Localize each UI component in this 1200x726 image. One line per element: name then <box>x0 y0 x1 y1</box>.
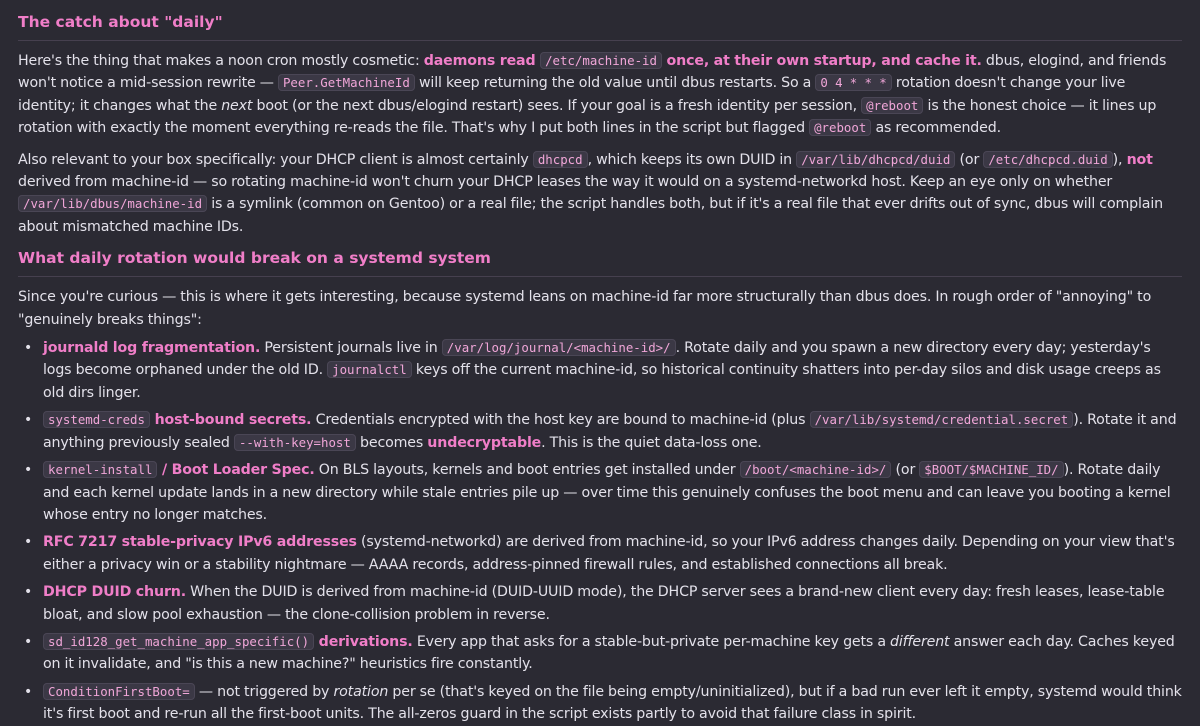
breakage-list <box>18 337 1182 726</box>
text-run: ), <box>1112 151 1127 168</box>
list-item-text <box>43 534 1175 572</box>
inline-code: /var/lib/dhcpcd/duid <box>796 151 955 168</box>
text-run: On BLS layouts, kernels and boot entries get installed under <box>314 462 740 479</box>
text-run: (or <box>955 151 984 168</box>
text-run: boot (or the next dbus/elogind restart) sees. If your goal is a fresh identity per session, <box>252 97 862 114</box>
text-run: ). Rotate it and anything previously sealed <box>43 412 1177 451</box>
text-run: Credentials encrypted with the host key are bound to machine-id (plus <box>311 412 810 429</box>
text-run: Here's the thing that makes a noon cron mostly cosmetic: <box>18 53 424 69</box>
paragraph-dhcpcd-duid <box>18 149 1182 239</box>
list-item-app-specific-id <box>18 631 1182 676</box>
highlighted-text: daemons read <box>423 53 541 69</box>
highlighted-text: DHCP DUID churn. <box>43 584 186 601</box>
list-item-text <box>43 340 1161 401</box>
inline-code: /var/log/journal/<machine-id>/ <box>442 339 676 356</box>
text-run: dbus, elogind, and friends won't notice a mid-session rewrite — <box>18 53 1167 92</box>
inline-code: /etc/dhcpcd.duid <box>983 151 1112 168</box>
list-item-condition-first-boot <box>18 681 1182 726</box>
text-run: answer each day. Caches keyed on it invalidate, and "is this a new machine?" heuristics fire constantly. <box>43 633 1175 673</box>
text-run: . Rotate daily and you spawn a new directory every day; yesterday's logs become orphaned under the old ID. <box>43 340 1151 379</box>
text-run: as recommended. <box>871 120 1001 137</box>
list-item-systemd-creds <box>18 409 1182 454</box>
section-heading-daily-catch: The catch about "daily" <box>18 11 1182 41</box>
section-heading-systemd-breakage: What daily rotation would break on a systemd system <box>18 247 1182 277</box>
text-run: , which keeps its own DUID in <box>587 151 797 168</box>
inline-code: --with-key=host <box>234 434 356 451</box>
text-run: Persistent journals live in <box>260 340 442 357</box>
list-item-dhcp-duid <box>18 581 1182 626</box>
text-run: is a symlink (common on Gentoo) or a real file; the script handles both, but if it's a real file that ever drifts out of sync, dbus will complain about mismatched machine IDs. <box>18 196 1163 235</box>
text-run: ). Rotate daily and each kernel update lands in a new directory while stale entries pile up — over time this genuinely confuses the boot menu and can leave you booting a kernel whose entry no longer matches. <box>43 462 1171 523</box>
bullet-icon: • <box>24 683 33 700</box>
text-run: (systemd-networkd) are derived from machine-id, so your IPv6 address changes daily. Depending on your view that's either a privacy win or a stability nightmare — AAAA records, address-pinned firewall rules, and established connections all break. <box>43 534 1175 573</box>
text-run: When the DUID is derived from machine-id (DUID-UUID mode), the DHCP server sees a brand-new client every day: fresh leases, lease-table bloat, and slow pool exhaustion — the clone-collision problem in reverse. <box>43 584 1165 623</box>
list-item-journald <box>18 337 1182 404</box>
text-run: — not triggered by <box>194 683 334 700</box>
inline-code: sd_id128_get_machine_app_specific() <box>43 633 314 650</box>
inline-code: ConditionFirstBoot= <box>43 683 195 700</box>
text-run: . This is the quiet data-loss one. <box>541 434 762 451</box>
paragraph-daemon-caching <box>18 50 1182 140</box>
bullet-icon: • <box>24 412 33 429</box>
bullet-icon: • <box>24 584 33 601</box>
inline-code: /var/lib/systemd/credential.secret <box>810 411 1074 428</box>
bullet-icon: • <box>24 462 33 479</box>
highlighted-text: derivations. <box>314 633 413 650</box>
inline-code: /etc/machine-id <box>540 52 662 69</box>
list-item-text <box>43 634 1175 672</box>
text-run: derived from machine-id — so rotating machine-id won't churn your DHCP leases the way it would on a systemd-networkd host. Keep an eye only on whether <box>18 174 1113 191</box>
inline-code: $BOOT/$MACHINE_ID/ <box>919 461 1063 478</box>
text-run: rotation doesn't change your live identity; it changes what the <box>18 75 1126 114</box>
inline-code: @reboot <box>809 119 871 136</box>
list-item-text <box>43 584 1164 622</box>
highlighted-text: once, at their own startup, and cache it. <box>661 53 982 69</box>
list-item-text <box>43 684 1182 722</box>
text-run: keys off the current machine-id, so historical continuity shatters into per-day silos and disk usage creeps as old dirs linger. <box>43 362 1161 401</box>
text-run: Also relevant to your box specifically: your DHCP client is almost certainly <box>18 151 533 168</box>
highlighted-text: / Boot Loader Spec. <box>157 462 315 479</box>
emphasized-text: rotation <box>333 683 389 700</box>
inline-code: dhcpcd <box>533 151 588 168</box>
bullet-icon: • <box>24 340 33 357</box>
list-item-text <box>43 462 1171 523</box>
text-run: will keep returning the old value until dbus restarts. So a <box>414 75 816 92</box>
emphasized-text: different <box>890 633 950 650</box>
text-run: (or <box>891 462 920 479</box>
text-run: Since you're curious — this is where it gets interesting, because systemd leans on machine-id far more structurally than dbus does. In rough order of "annoying" to "genuinely breaks things": <box>18 289 1152 328</box>
inline-code: systemd-creds <box>43 411 150 428</box>
bullet-icon: • <box>24 633 33 650</box>
paragraph-systemd-intro <box>18 286 1182 331</box>
highlighted-text: host-bound secrets. <box>149 412 312 429</box>
text-run: Every app that asks for a stable-but-private per-machine key gets a <box>412 633 891 650</box>
highlighted-text: undecryptable <box>427 434 542 451</box>
inline-code: /var/lib/dbus/machine-id <box>18 195 207 212</box>
inline-code: 0 4 * * * <box>815 74 891 91</box>
inline-code: Peer.GetMachineId <box>278 74 415 91</box>
inline-code: @reboot <box>861 97 923 114</box>
inline-code: kernel-install <box>43 461 157 478</box>
bullet-icon: • <box>24 534 33 551</box>
inline-code: /boot/<machine-id>/ <box>740 461 892 478</box>
text-run: per se (that's keyed on the file being empty/uninitialized), but if a bad run ever left it empty, systemd would think it's first boot and re-run all the first-boot units. The all-zeros guard in the script exists partly to avoid that failure class in spirit. <box>43 683 1182 723</box>
list-item-kernel-install <box>18 459 1182 526</box>
inline-code: journalctl <box>327 361 412 378</box>
list-item-text <box>43 412 1176 450</box>
list-item-ipv6-privacy <box>18 531 1182 576</box>
highlighted-text: journald log fragmentation. <box>43 340 261 357</box>
text-run: becomes <box>355 434 428 451</box>
highlighted-text: RFC 7217 stable-privacy IPv6 addresses <box>43 534 357 551</box>
emphasized-text: next <box>221 97 253 114</box>
text-run: is the honest choice — it lines up rotation with exactly the moment everything re-reads the file. That's why I put both lines in the script but flagged <box>18 97 1157 137</box>
highlighted-text: not <box>1126 151 1153 168</box>
